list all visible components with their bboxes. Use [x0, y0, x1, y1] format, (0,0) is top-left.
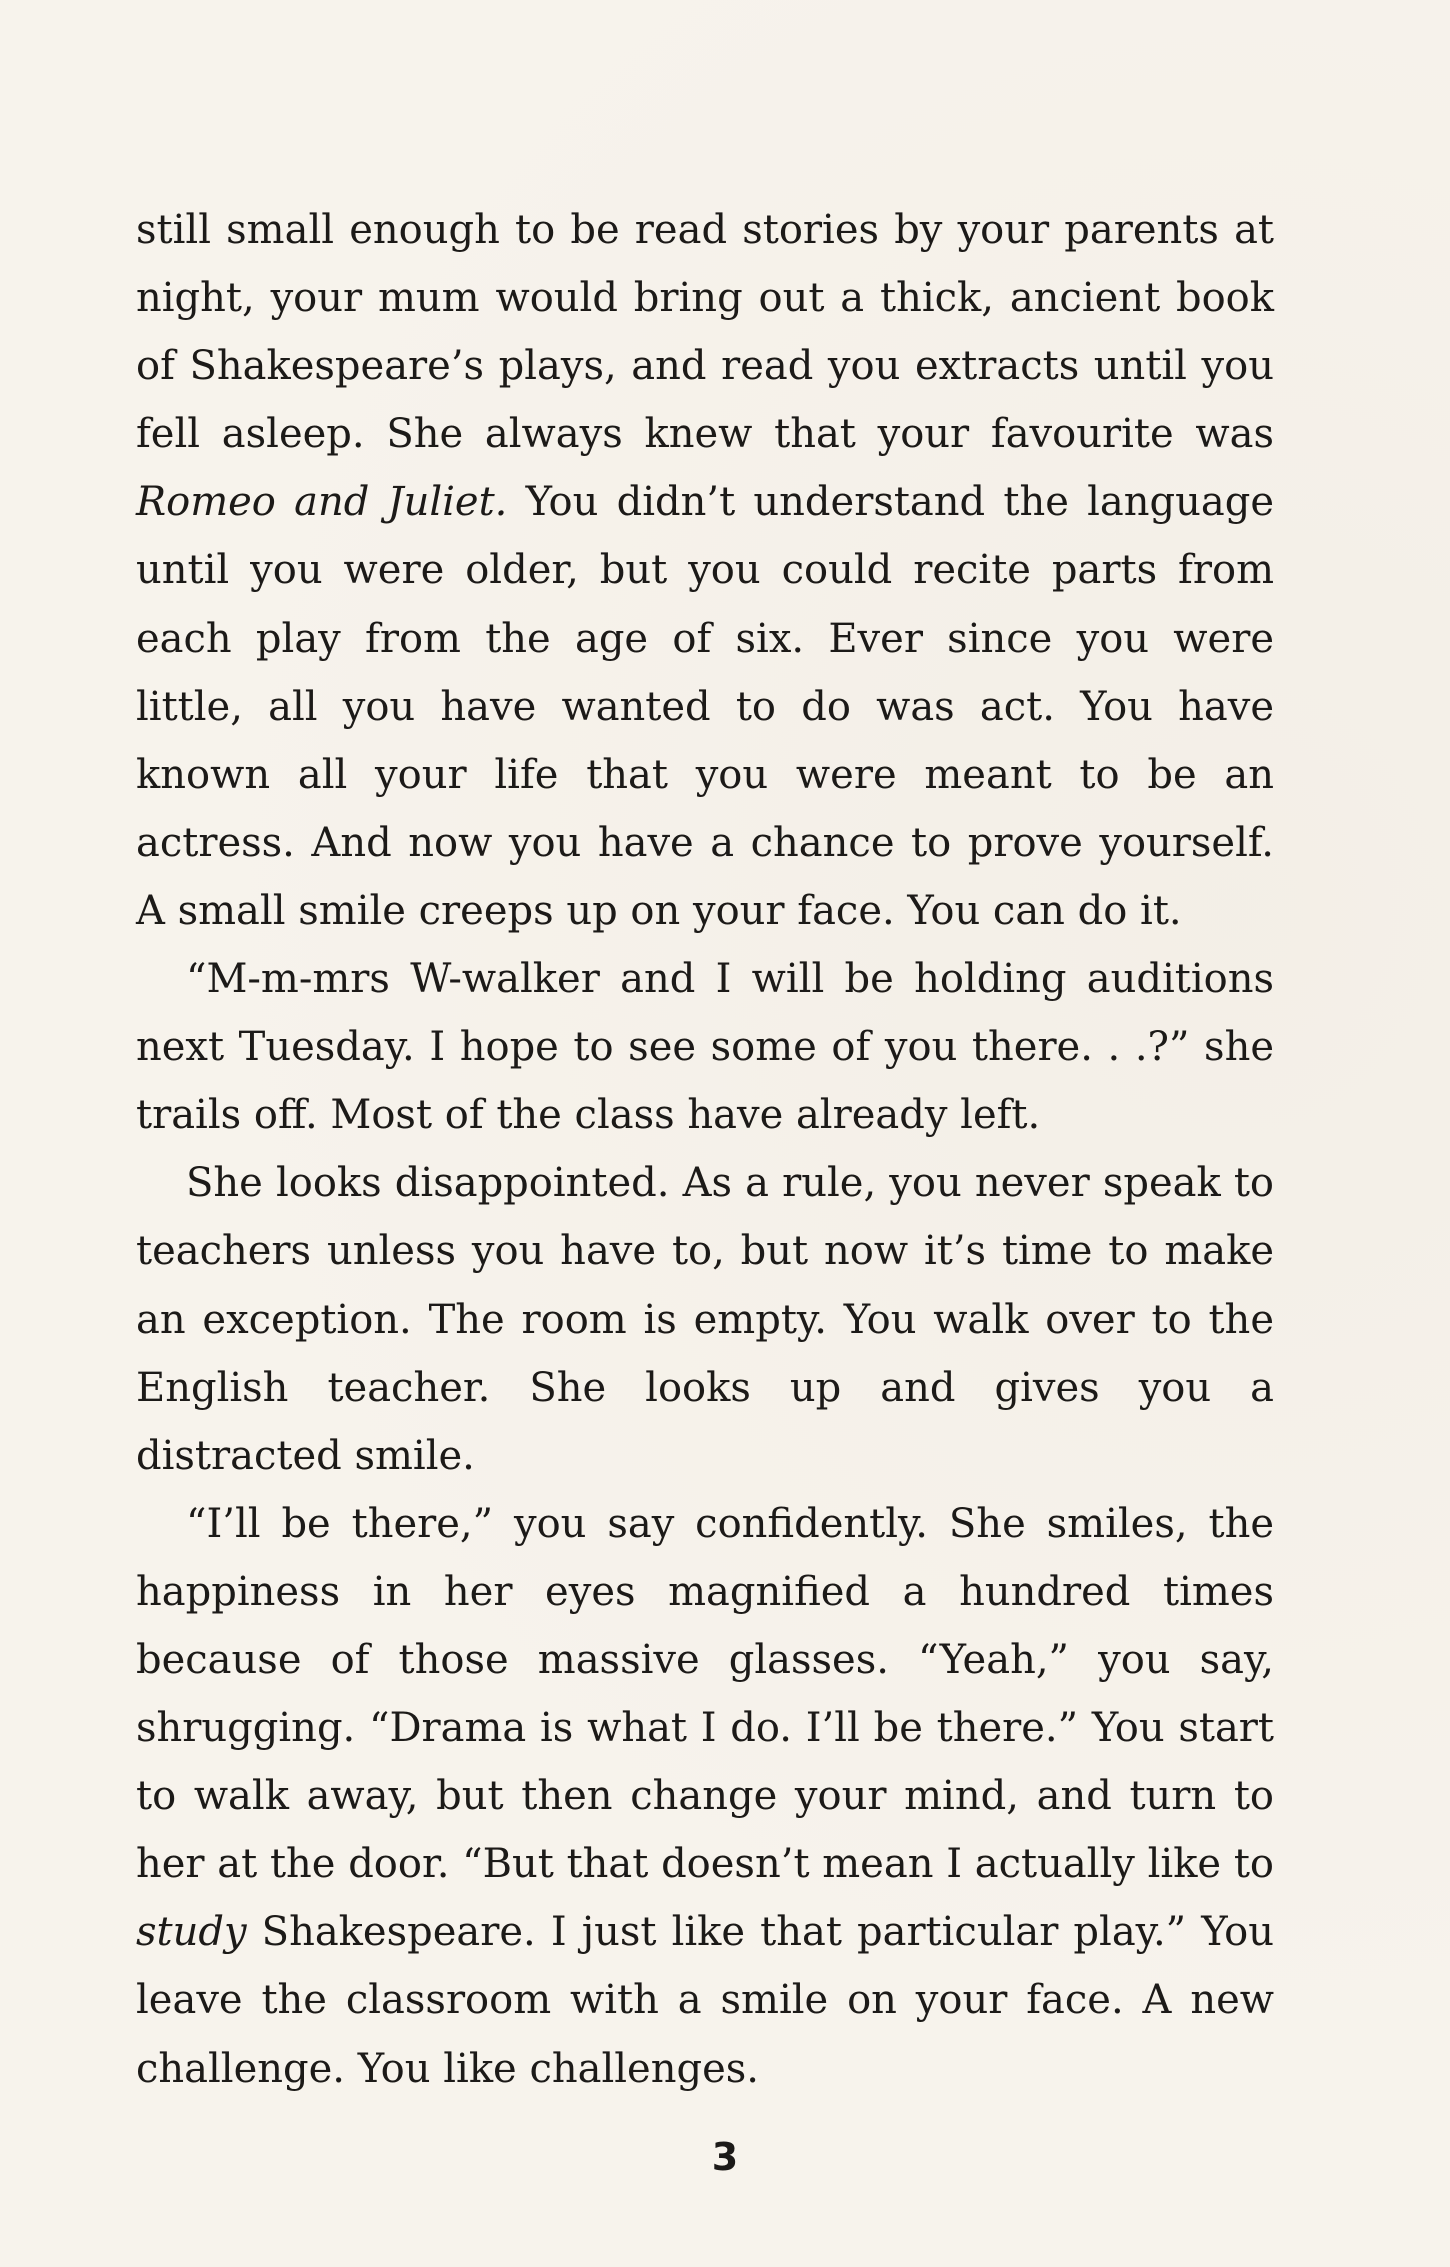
paragraph-1 [136, 196, 1274, 945]
paragraph-1-text-a: still small enough to be read stories by your parents at night, your mum would bring out a thick, ancient book of Shakespeare’s plays, and read you extracts until you fell asleep. She always knew that your favourite was [136, 207, 1274, 458]
body-text [136, 196, 1274, 2103]
paragraph-4-text-a: “I’ll be there,” you say confidently. She smiles, the happiness in her eyes magnified a hundred times because of those massive glasses. “Yeah,” you say, shrugging. “Drama is what I do. I’ll be there.” You start to walk away, but then change your mind, and turn to her at the door. “But that doesn’t mean I actually like to [136, 1500, 1274, 1888]
paragraph-2: “M-m-mrs W-walker and I will be holding auditions next Tuesday. I hope to see some of you there. . .?” she trails off. Most of the class have already left. [136, 956, 1274, 1139]
paragraph-1-text-b: You didn’t understand the language until you were older, but you could recite parts from each play from the age of six. Ever since you were little, all you have wanted to do was act. You have known all your life that you were meant to be an actress. And now you have a chance to prove yourself. A small smile creeps up on your face. You can do it. [136, 479, 1275, 934]
paragraph-4 [136, 1490, 1274, 2103]
paragraph-4-text-b: Shakespeare. I just like that particular play.” You leave the classroom with a smile on your face. A new challenge. You like challenges. [136, 1909, 1274, 2092]
paragraph-3: She looks disappointed. As a rule, you never speak to teachers unless you have to, but now it’s time to make an exception. The room is empty. You walk over to the English teacher. She looks up and gives you a distracted smile. [136, 1160, 1274, 1479]
play-title: Romeo and Juliet. [136, 479, 508, 526]
emphasis-study: study [136, 1909, 247, 1956]
page-number: 3 [711, 2135, 739, 2179]
